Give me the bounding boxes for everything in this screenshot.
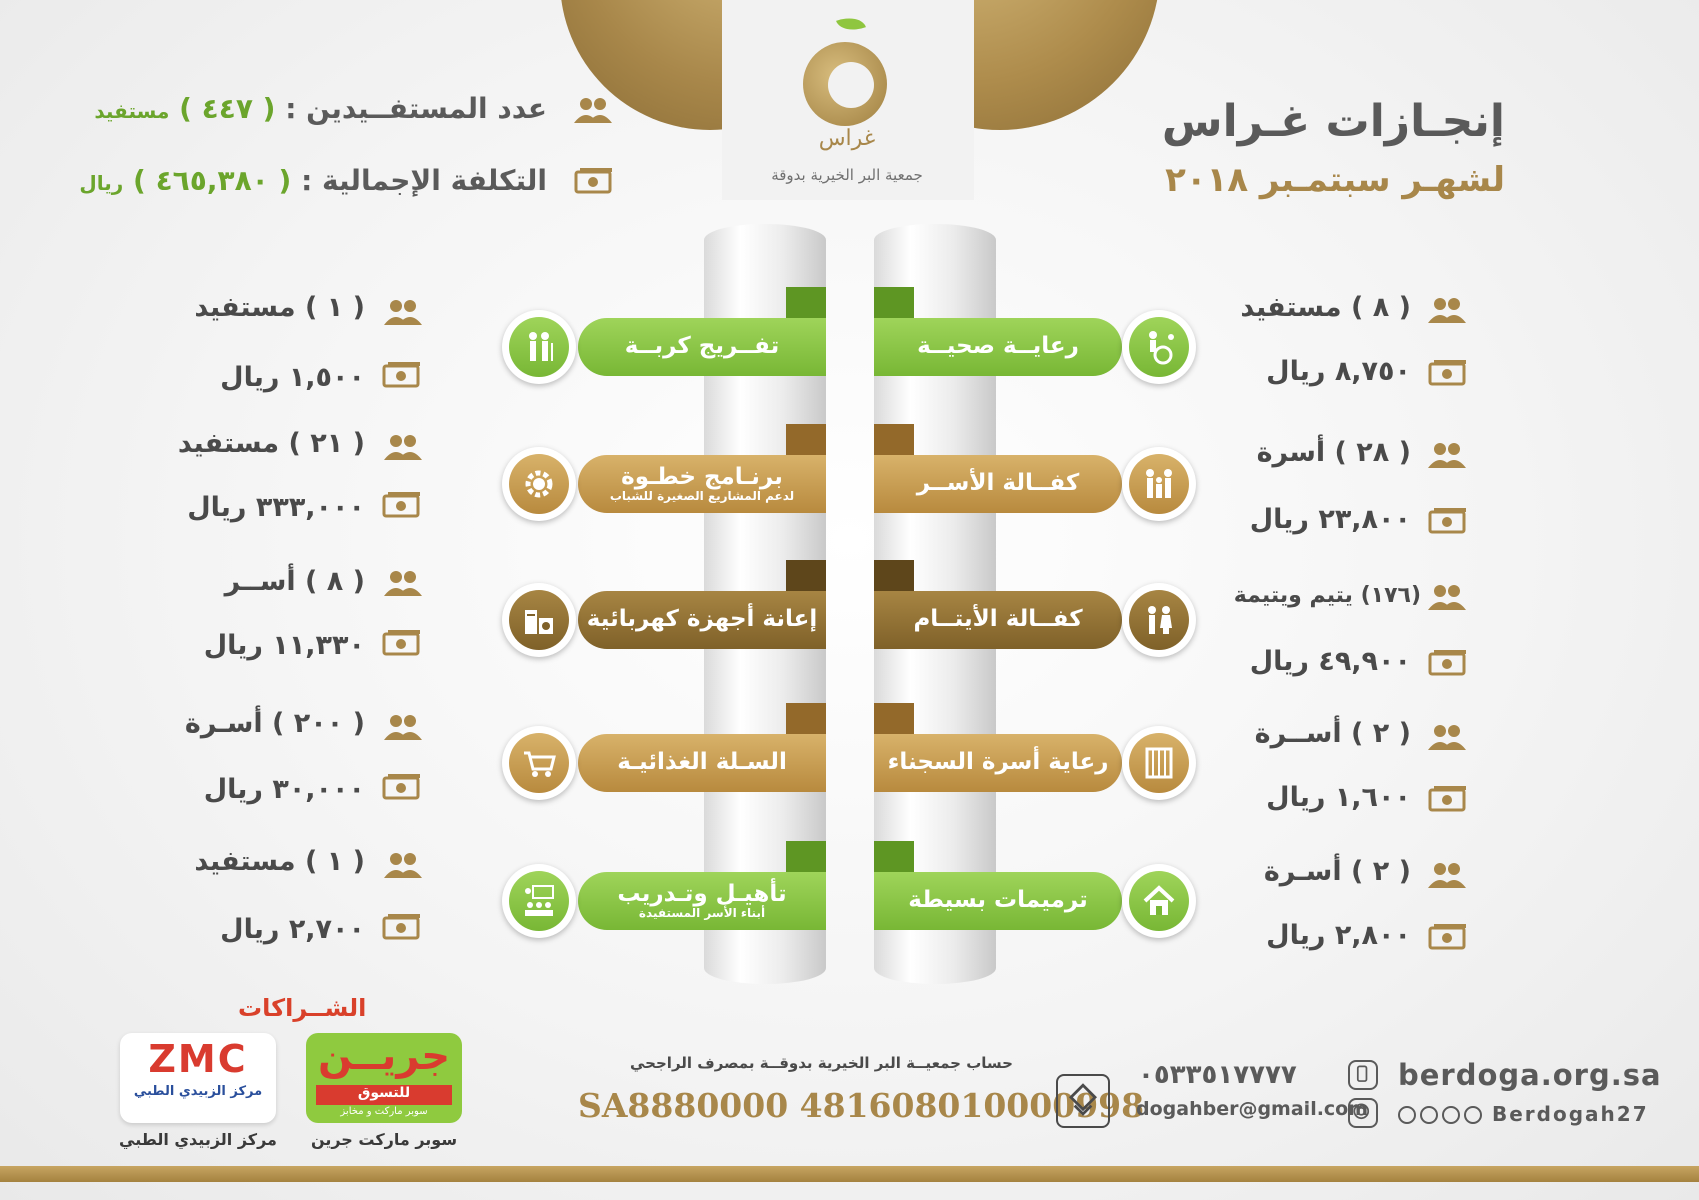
program-badge: [1122, 310, 1196, 384]
program-badge: [502, 583, 576, 657]
program-amount: ٢,٧٠٠ ريال: [220, 914, 365, 945]
program-ribbon-health: [874, 318, 1122, 376]
program-amount: ٨,٧٥٠ ريال: [1266, 356, 1411, 387]
logo-name: غراس: [818, 126, 876, 151]
program-name: رعاية أسرة السجناء: [887, 749, 1109, 776]
money-icon: [1428, 506, 1468, 538]
money-icon: [1428, 358, 1468, 390]
summary-beneficiaries: [94, 92, 547, 125]
people-icon: [382, 432, 424, 466]
people-icon: [382, 850, 424, 884]
bank-icon: [1056, 1074, 1110, 1128]
program-badge: [502, 447, 576, 521]
zmc-logo-sub: مركز الزبيدي الطبي: [133, 1084, 263, 1099]
program-ribbon-prisoners: [874, 734, 1122, 792]
program-ribbon-repairs: [874, 872, 1122, 930]
training-icon: [509, 871, 569, 931]
email-address[interactable]: dogahber@gmail.com: [1136, 1098, 1369, 1120]
program-badge: [502, 864, 576, 938]
program-badge: [1122, 447, 1196, 521]
jareen-logo-text: جريــن: [317, 1033, 451, 1079]
zmc-caption: مركز الزبيدي الطبي: [119, 1130, 277, 1149]
program-ribbon-food-basket: [578, 734, 826, 792]
zmc-logo-text: ZMC: [148, 1037, 248, 1081]
logo-mark-inner: [828, 62, 874, 108]
program-count: ( ٢ ) أسـرة: [1263, 856, 1411, 887]
cart-icon: [509, 733, 569, 793]
program-amount: ١,٦٠٠ ريال: [1266, 782, 1411, 813]
people-icon: [1426, 582, 1468, 616]
house-icon: [1129, 871, 1189, 931]
program-name: كفــالة الأيتــام: [913, 606, 1083, 633]
snapchat-icon[interactable]: [1464, 1106, 1482, 1124]
page-subtitle: لشهـر سبتمـبر ٢٠١٨: [1165, 160, 1505, 200]
program-count: ( ٢١ ) مستفيد: [177, 428, 365, 459]
program-badge: [1122, 726, 1196, 800]
program-count: (١٧٦) يتيم ويتيمة: [1233, 583, 1421, 608]
program-count: ( ١ ) مستفيد: [194, 846, 365, 877]
website-link[interactable]: berdoga.org.sa: [1398, 1058, 1662, 1092]
program-amount: ٣٣٣,٠٠٠ ريال: [187, 492, 365, 523]
money-icon: [1428, 648, 1468, 680]
program-amount: ٢,٨٠٠ ريال: [1266, 920, 1411, 951]
phone-number[interactable]: ٠٥٣٣٥١٧٧٧٧: [1138, 1060, 1297, 1090]
program-count: ( ٨ ) أســر: [224, 566, 365, 597]
family-icon: [1129, 454, 1189, 514]
program-amount: ٤٩,٩٠٠ ريال: [1249, 646, 1411, 677]
instagram-icon[interactable]: [1442, 1106, 1460, 1124]
people-icon: [1426, 295, 1468, 329]
money-icon: [382, 628, 422, 660]
program-count: ( ٢٠٠ ) أسـرة: [184, 708, 365, 739]
summary-beneficiaries-value: ( ٤٤٧ ): [179, 92, 276, 125]
summary-cost: [79, 164, 547, 197]
program-name: إعانة أجهزة كهربائية: [586, 606, 818, 633]
money-icon: [382, 912, 422, 944]
people-icon: [382, 568, 424, 602]
people-icon: [572, 95, 614, 129]
program-subtitle: أبناء الأسر المستفيدة: [638, 906, 766, 921]
program-amount: ٢٣,٨٠٠ ريال: [1249, 504, 1411, 535]
program-badge: [502, 726, 576, 800]
money-icon: [382, 490, 422, 522]
program-badge: [1122, 864, 1196, 938]
summary-cost-label: التكلفة الإجمالية :: [301, 164, 547, 197]
program-name: تفــريج كربــة: [624, 333, 780, 360]
money-icon: [382, 772, 422, 804]
jareen-logo-sub: سوبر ماركت و مخابز: [340, 1106, 428, 1117]
bank-iban: SA8880000 481608010000998: [578, 1086, 1145, 1125]
program-count: ( ٢ ) أســرة: [1254, 718, 1411, 749]
program-badge: [502, 310, 576, 384]
jareen-caption: سوبر ماركت جرين: [310, 1130, 458, 1149]
wheelchair-icon: [1129, 317, 1189, 377]
twitter-icon[interactable]: [1420, 1106, 1438, 1124]
gear-icon: [509, 454, 569, 514]
appliances-icon: [509, 590, 569, 650]
program-ribbon-relief: [578, 318, 826, 376]
program-badge: [1122, 583, 1196, 657]
program-count: ( ٨ ) مستفيد: [1240, 292, 1411, 323]
people-icon: [1426, 722, 1468, 756]
program-ribbon-appliances: [578, 591, 826, 649]
partners-title: الشــراكات: [238, 994, 367, 1022]
summary-beneficiaries-unit: مستفيد: [94, 99, 170, 123]
facebook-icon[interactable]: [1398, 1106, 1416, 1124]
orphans-icon: [1129, 590, 1189, 650]
bank-account-label: حساب جمعيــة البر الخيرية بدوقــة بمصرف الراجحي: [630, 1054, 1013, 1072]
money-icon: [1428, 784, 1468, 816]
program-subtitle: لدعم المشاريع الصغيرة للشباب: [609, 489, 795, 504]
prison-icon: [1129, 733, 1189, 793]
program-name: كفــالة الأســر: [916, 470, 1080, 497]
program-name: تأهيـل وتـدريب: [617, 880, 787, 907]
program-name: السـلة الغذائيـة: [617, 749, 787, 776]
social-handle[interactable]: Berdogah27: [1492, 1102, 1649, 1126]
jareen-logo-bar: للتسوق: [316, 1085, 452, 1105]
bottom-bar: [0, 1166, 1699, 1182]
program-name: ترميمات بسيطة: [908, 887, 1088, 914]
people-icon: [1426, 860, 1468, 894]
program-count: ( ٢٨ ) أسرة: [1256, 437, 1411, 468]
money-icon: [382, 360, 422, 392]
elderly-icon: [509, 317, 569, 377]
summary-cost-unit: ريال: [79, 171, 124, 195]
program-ribbon-families: [874, 455, 1122, 513]
people-icon: [382, 297, 424, 331]
people-icon: [1426, 440, 1468, 474]
program-amount: ٣٠,٠٠٠ ريال: [203, 774, 365, 805]
summary-cost-value: ( ٤٦٥,٣٨٠ ): [133, 164, 292, 197]
program-name: برنـامج خطـوة: [621, 463, 783, 490]
program-amount: ١١,٣٣٠ ريال: [203, 630, 365, 661]
program-ribbon-khutwa: [578, 455, 826, 513]
program-name: رعايــة صحيــة: [917, 333, 1079, 360]
page-title: إنجـازات غـراس: [1161, 96, 1505, 147]
at-icon: [1348, 1098, 1378, 1128]
program-ribbon-orphans: [874, 591, 1122, 649]
logo-org: جمعية البر الخيرية بدوقة: [771, 166, 923, 184]
people-icon: [382, 712, 424, 746]
program-amount: ١,٥٠٠ ريال: [220, 362, 365, 393]
summary-beneficiaries-label: عدد المستفــيدين :: [285, 92, 547, 125]
program-count: ( ١ ) مستفيد: [194, 292, 365, 323]
phone-icon: [1348, 1060, 1378, 1090]
money-icon: [1428, 922, 1468, 954]
money-icon: [574, 166, 614, 198]
program-ribbon-training: [578, 872, 826, 930]
